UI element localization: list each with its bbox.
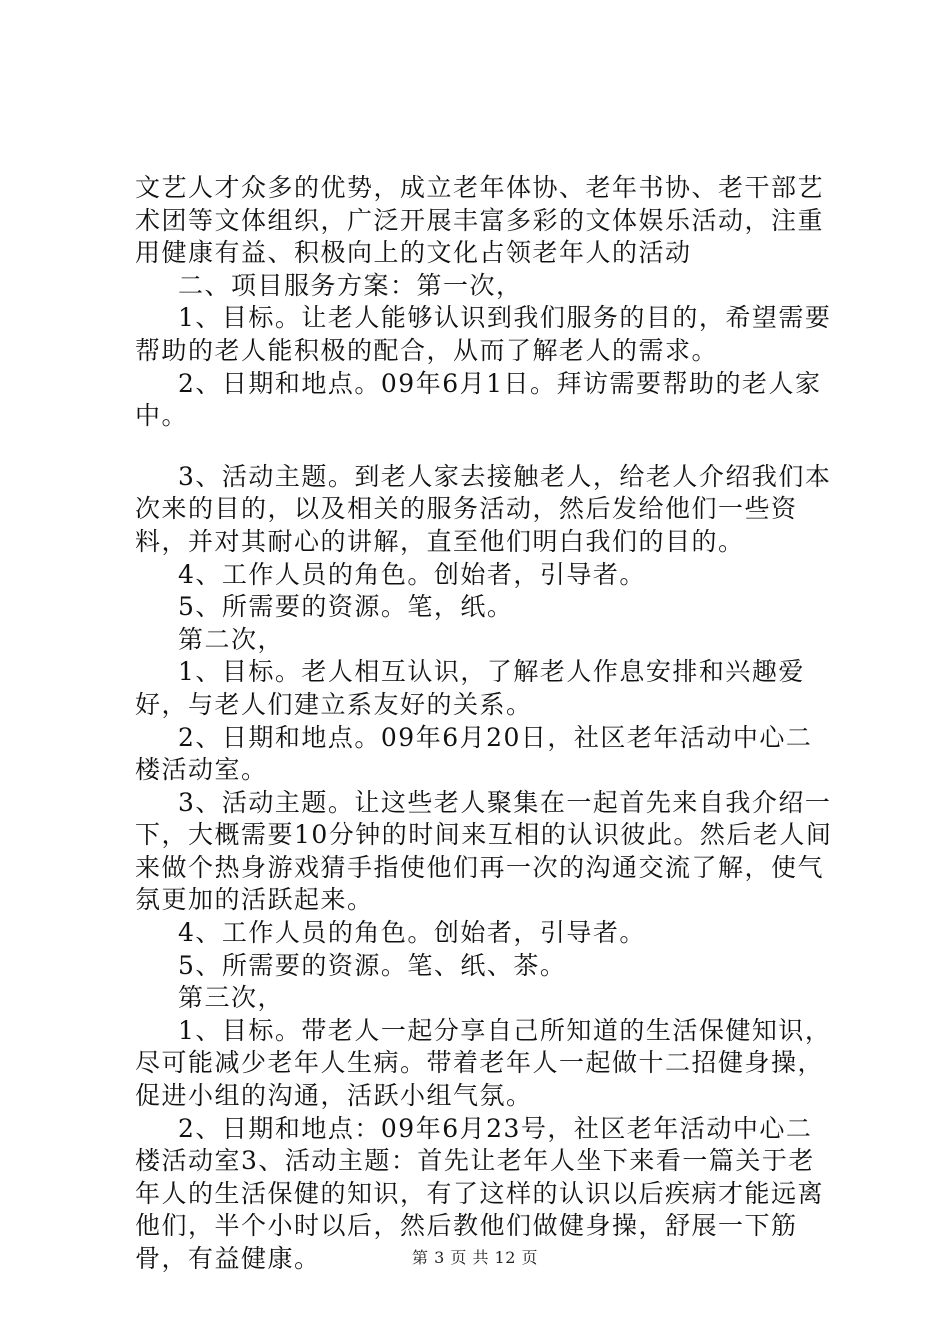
paragraph-1-date-location: 2、日期和地点。09年6月1日。拜访需要帮助的老人家中。 [135, 368, 822, 431]
document-body [135, 172, 835, 1276]
paragraph-1-resources: 5、所需要的资源。笔，纸。 [178, 592, 514, 622]
section-heading-service-plan: 二、项目服务方案：第一次， [178, 270, 523, 300]
paragraph-1-staff-role: 4、工作人员的角色。创始者，引导者。 [178, 559, 646, 589]
paragraph-3-date-location-theme: 2、日期和地点：09年6月23号，社区老年活动中心二楼活动室3、活动主题：首先让老年人坐下来看一篇关于老年人的生活保健的知识，有了这样的认识以后疾病才能远离他们，半个小时以后，然后教他们做健身操，舒展一下筋骨，有益健康。 [135, 1113, 825, 1273]
paragraph-3-goal: 1、目标。带老人一起分享自己所知道的生活保健知识，尽可能减少老年人生病。带着老年人一起做十二招健身操，促进小组的沟通，活跃小组气氛。 [135, 1015, 832, 1111]
session-heading-third: 第三次， [178, 983, 285, 1013]
session-heading-second: 第二次， [178, 624, 285, 654]
paragraph-2-date-location: 2、日期和地点。09年6月20日，社区老年活动中心二楼活动室。 [135, 722, 813, 785]
paragraph-continuation: 文艺人才众多的优势，成立老年体协、老年书协、老干部艺术团等文体组织，广泛开展丰富多彩的文体娱乐活动，注重用健康有益、积极向上的文化占领老年人的活动 [135, 173, 825, 268]
paragraph-1-goal: 1、目标。让老人能够认识到我们服务的目的，希望需要帮助的老人能积极的配合，从而了解老人的需求。 [135, 303, 832, 365]
paragraph-2-goal: 1、目标。老人相互认识，了解老人作息安排和兴趣爱好，与老人们建立系友好的关系。 [135, 657, 805, 719]
paragraph-2-resources: 5、所需要的资源。笔、纸、茶。 [178, 950, 567, 980]
paragraph-2-staff-role: 4、工作人员的角色。创始者，引导者。 [178, 918, 646, 948]
paragraph-gap [135, 433, 835, 461]
paragraph-1-theme: 3、活动主题。到老人家去接触老人，给老人介绍我们本次来的目的，以及相关的服务活动，然后发给他们一些资料，并对其耐心的讲解，直至他们明白我们的目的。 [135, 461, 832, 556]
paragraph-2-theme: 3、活动主题。让这些老人聚集在一起首先来自我介绍一下，大概需要10分钟的时间来互相的认识彼此。然后老人间来做个热身游戏猜手指使他们再一次的沟通交流了解，使气氛更加的活跃起来。 [135, 787, 833, 915]
page-number-footer: 第 3 页 共 12 页 [412, 1248, 538, 1267]
